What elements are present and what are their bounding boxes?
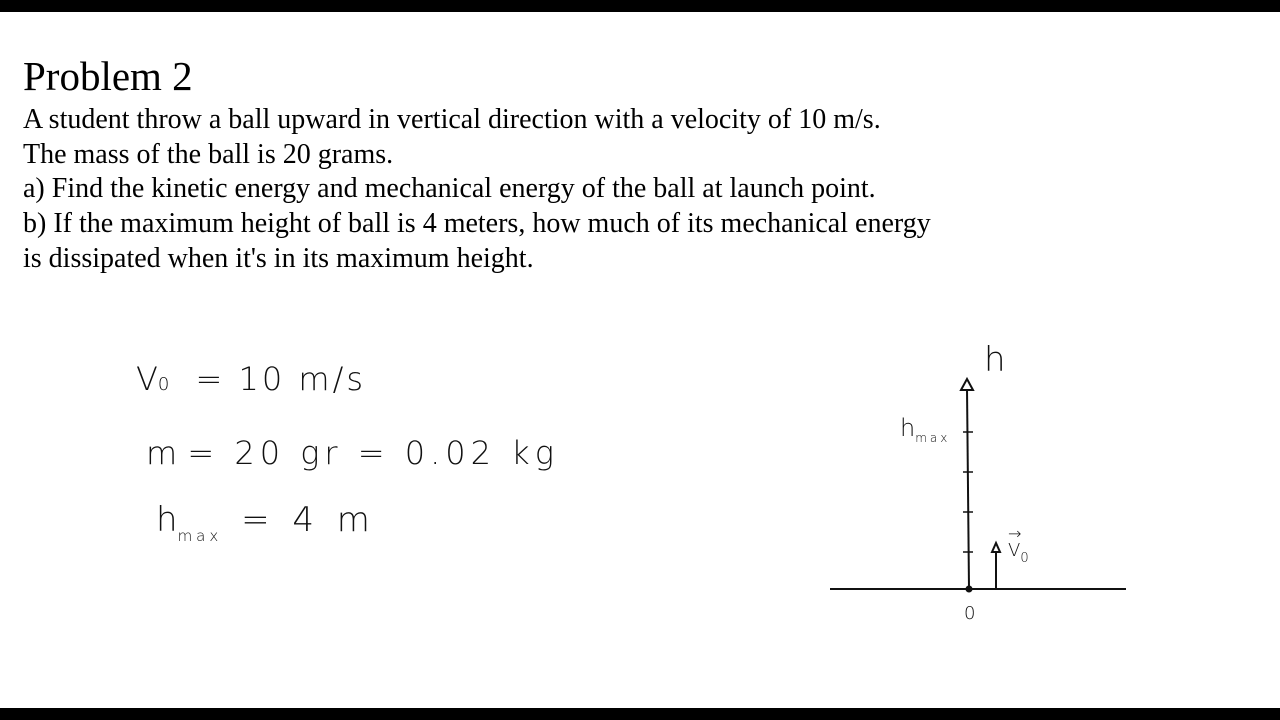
height-axis [967,388,969,589]
velocity-arrowhead [992,543,1000,552]
velocity-label [1008,524,1029,566]
v0-value: = 10 m/s [195,360,367,398]
v0-subscript: 0 [157,374,170,395]
velocity-symbol: V [1008,540,1021,561]
origin-label: 0 [964,603,976,624]
m-symbol: m [146,434,178,472]
velocity-subscript: 0 [1020,551,1029,566]
origin-dot [966,586,973,593]
v0-symbol: V [136,360,158,398]
h-symbol: h [156,500,178,540]
hmax-label [900,414,951,445]
problem-line: is dissipated when it's in its maximum height. [23,243,534,274]
axis-label-h: h [984,340,1006,380]
h-value: = 4 m [241,500,376,540]
problem-line: A student throw a ball upward in vertical direction with a velocity of 10 m/s. [23,104,881,135]
axis-arrowhead [961,379,973,390]
problem-line: The mass of the ball is 20 grams. [23,139,394,170]
problem-title: Problem 2 [23,53,193,99]
problem-line: a) Find the kinetic energy and mechanical energy of the ball at launch point. [23,173,876,204]
hmax-symbol: h [900,414,916,442]
hmax-subscript: max [915,431,951,445]
vector-arrow-icon: → [1008,524,1022,543]
h-subscript: max [177,527,223,545]
m-value: = 20 gr = 0.02 kg [187,434,559,472]
problem-line: b) If the maximum height of ball is 4 meters, how much of its mechanical energy [23,208,931,239]
